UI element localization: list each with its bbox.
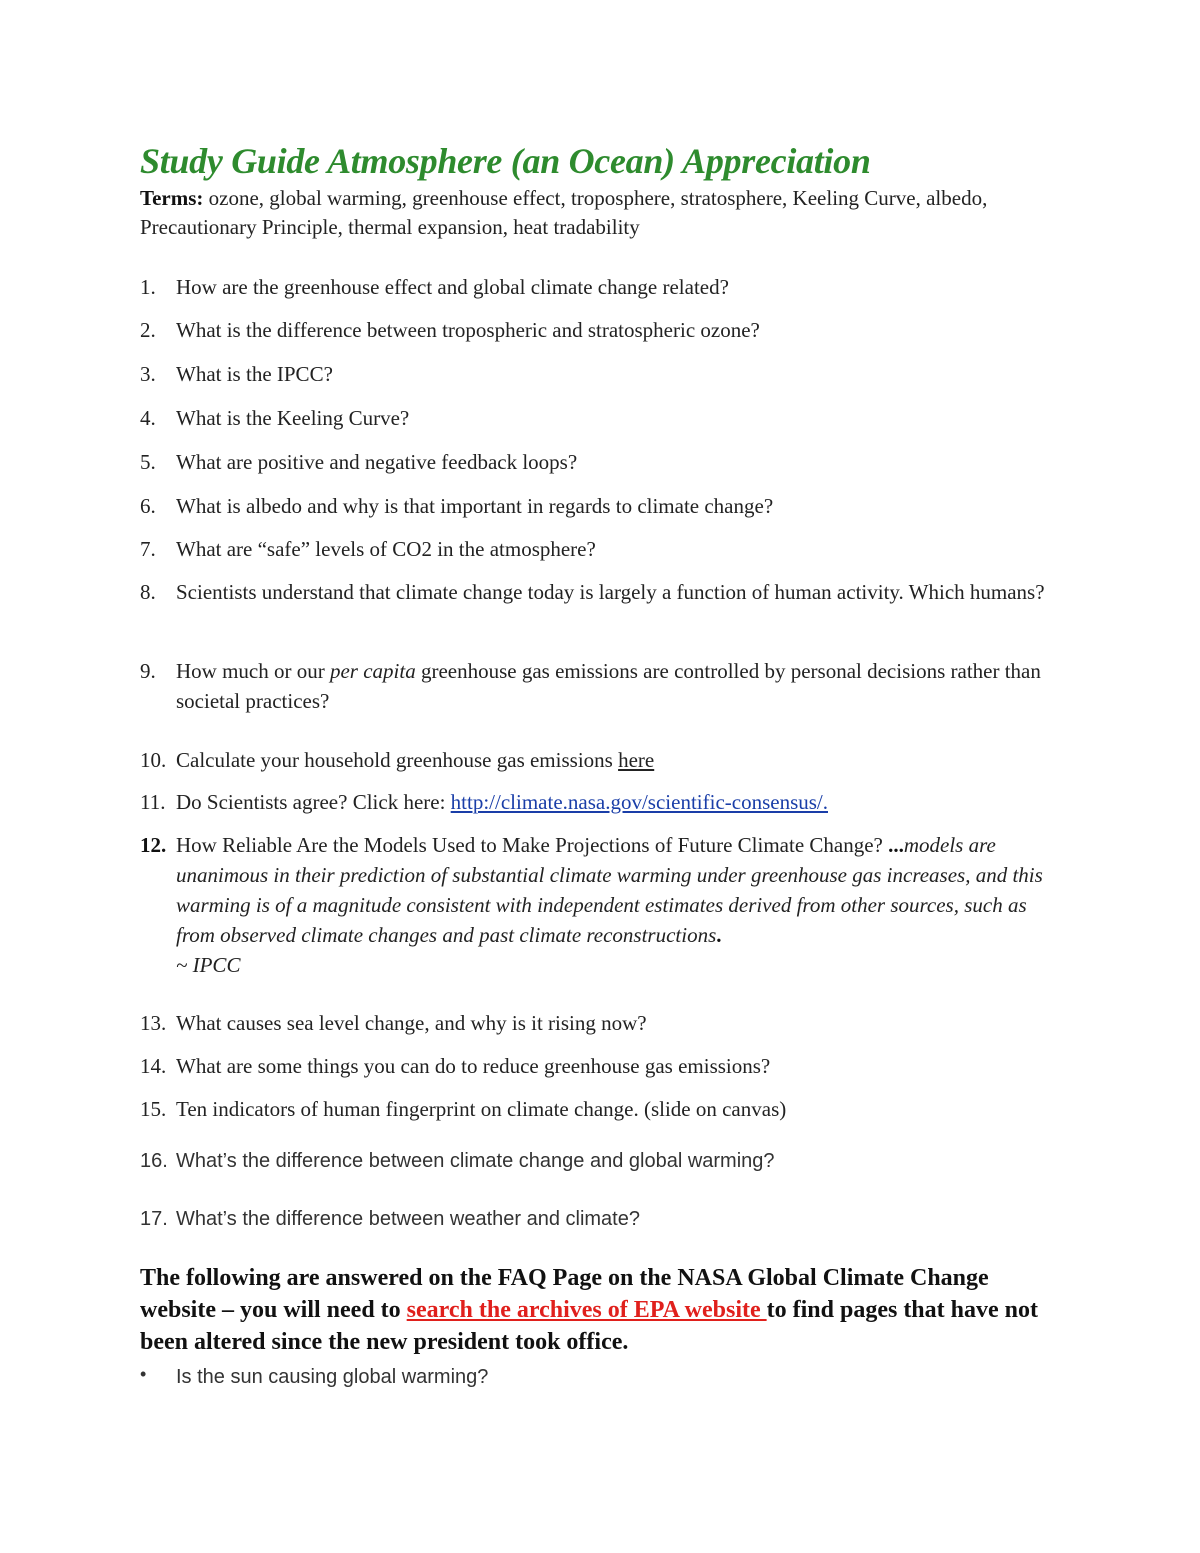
question-4 <box>140 403 1070 433</box>
ellipsis: ... <box>888 833 904 857</box>
question-2 <box>140 315 1070 345</box>
question-15 <box>140 1094 1070 1124</box>
question-number: 8. <box>140 580 156 604</box>
quote-source: ~ IPCC <box>176 953 241 977</box>
faq-notice <box>140 1262 1060 1358</box>
question-number: 7. <box>140 537 156 561</box>
question-number: 4. <box>140 406 156 430</box>
question-text-part: How much or our <box>176 659 330 683</box>
question-text: What is the IPCC? <box>176 362 333 386</box>
question-text: What are positive and negative feedback loops? <box>176 450 578 474</box>
ipcc-quote: models are unanimous in their prediction of substantial climate warming under greenhouse gas increases, and this warming is of a magnitude consistent with independent estimates derived from other sources, such as from observed climate changes and past climate reconstructions <box>176 833 1043 947</box>
calculator-link[interactable]: here <box>618 748 655 772</box>
question-number: 16. <box>140 1150 168 1172</box>
question-number: 6. <box>140 494 156 518</box>
question-number: 11. <box>140 790 166 814</box>
question-6 <box>140 491 1070 521</box>
question-1 <box>140 272 1070 302</box>
question-text: What’s the difference between climate change and global warming? <box>176 1150 775 1172</box>
question-text <box>176 745 1070 775</box>
question-number: 17. <box>140 1208 168 1230</box>
notice-text-part: to find pages that have not been altered since the new president took office. <box>140 1297 1038 1355</box>
question-number: 9. <box>140 659 156 683</box>
terms-paragraph <box>140 184 1060 242</box>
question-13 <box>140 1008 1070 1038</box>
per-capita-emphasis: per capita <box>329 659 416 683</box>
question-number: 10. <box>140 748 167 772</box>
question-text-part: Do Scientists agree? Click here: <box>176 790 451 814</box>
question-text: How are the greenhouse effect and global climate change related? <box>176 275 729 299</box>
question-10 <box>140 745 1070 775</box>
question-text: What is albedo and why is that important in regards to climate change? <box>176 494 774 518</box>
question-number: 14. <box>140 1054 167 1078</box>
question-text: Ten indicators of human fingerprint on climate change. (slide on canvas) <box>176 1097 787 1121</box>
question-14 <box>140 1051 1070 1081</box>
question-5 <box>140 447 1070 477</box>
bullet-icon: • <box>140 1364 147 1384</box>
question-12 <box>140 830 1070 980</box>
question-text: What are some things you can do to reduce greenhouse gas emissions? <box>176 1054 771 1078</box>
question-number: 3. <box>140 362 156 386</box>
page-title: Study Guide Atmosphere (an Ocean) Appreciation <box>140 141 871 181</box>
question-number: 15. <box>140 1097 167 1121</box>
question-text: What causes sea level change, and why is it rising now? <box>176 1011 647 1035</box>
question-11 <box>140 787 1070 817</box>
question-3 <box>140 359 1070 389</box>
question-17 <box>140 1204 1070 1234</box>
question-number: 12. <box>140 833 167 857</box>
notice-text-part: The following are answered on the FAQ Page on the NASA Global Climate Change website – you will need to <box>140 1265 989 1323</box>
question-text <box>176 830 1070 980</box>
terms-label: Terms: <box>140 186 204 210</box>
question-text <box>176 656 1070 716</box>
bullet-item <box>140 1366 488 1389</box>
question-text: What is the difference between tropospheric and stratospheric ozone? <box>176 318 760 342</box>
question-text: What is the Keeling Curve? <box>176 406 410 430</box>
question-text-part: Calculate your household greenhouse gas emissions <box>176 748 619 772</box>
question-9 <box>140 656 1070 716</box>
question-number: 2. <box>140 318 156 342</box>
quote-period: . <box>716 923 722 947</box>
question-text-part: How Reliable Are the Models Used to Make Projections of Future Climate Change? <box>176 833 889 857</box>
question-text <box>176 787 1070 817</box>
question-number: 13. <box>140 1011 167 1035</box>
epa-archive-link[interactable]: search the archives of EPA website <box>406 1297 767 1323</box>
question-text-part: greenhouse gas emissions are controlled by personal decisions rather than societal practices? <box>176 659 1041 713</box>
question-16 <box>140 1146 1070 1176</box>
terms-list: ozone, global warming, greenhouse effect, troposphere, stratosphere, Keeling Curve, albedo, Precautionary Principle, thermal expansion, heat tradability <box>140 186 988 239</box>
question-text: What are “safe” levels of CO2 in the atmosphere? <box>176 537 596 561</box>
nasa-consensus-link[interactable]: http://climate.nasa.gov/scientific-consensus/. <box>450 790 828 814</box>
question-7 <box>140 534 1070 564</box>
question-text: Scientists understand that climate change today is largely a function of human activity. Which humans? <box>176 580 1045 604</box>
question-8 <box>140 577 1070 607</box>
question-number: 5. <box>140 450 156 474</box>
question-text: What’s the difference between weather and climate? <box>176 1208 640 1230</box>
bullet-text: Is the sun causing global warming? <box>176 1366 489 1388</box>
question-number: 1. <box>140 275 156 299</box>
